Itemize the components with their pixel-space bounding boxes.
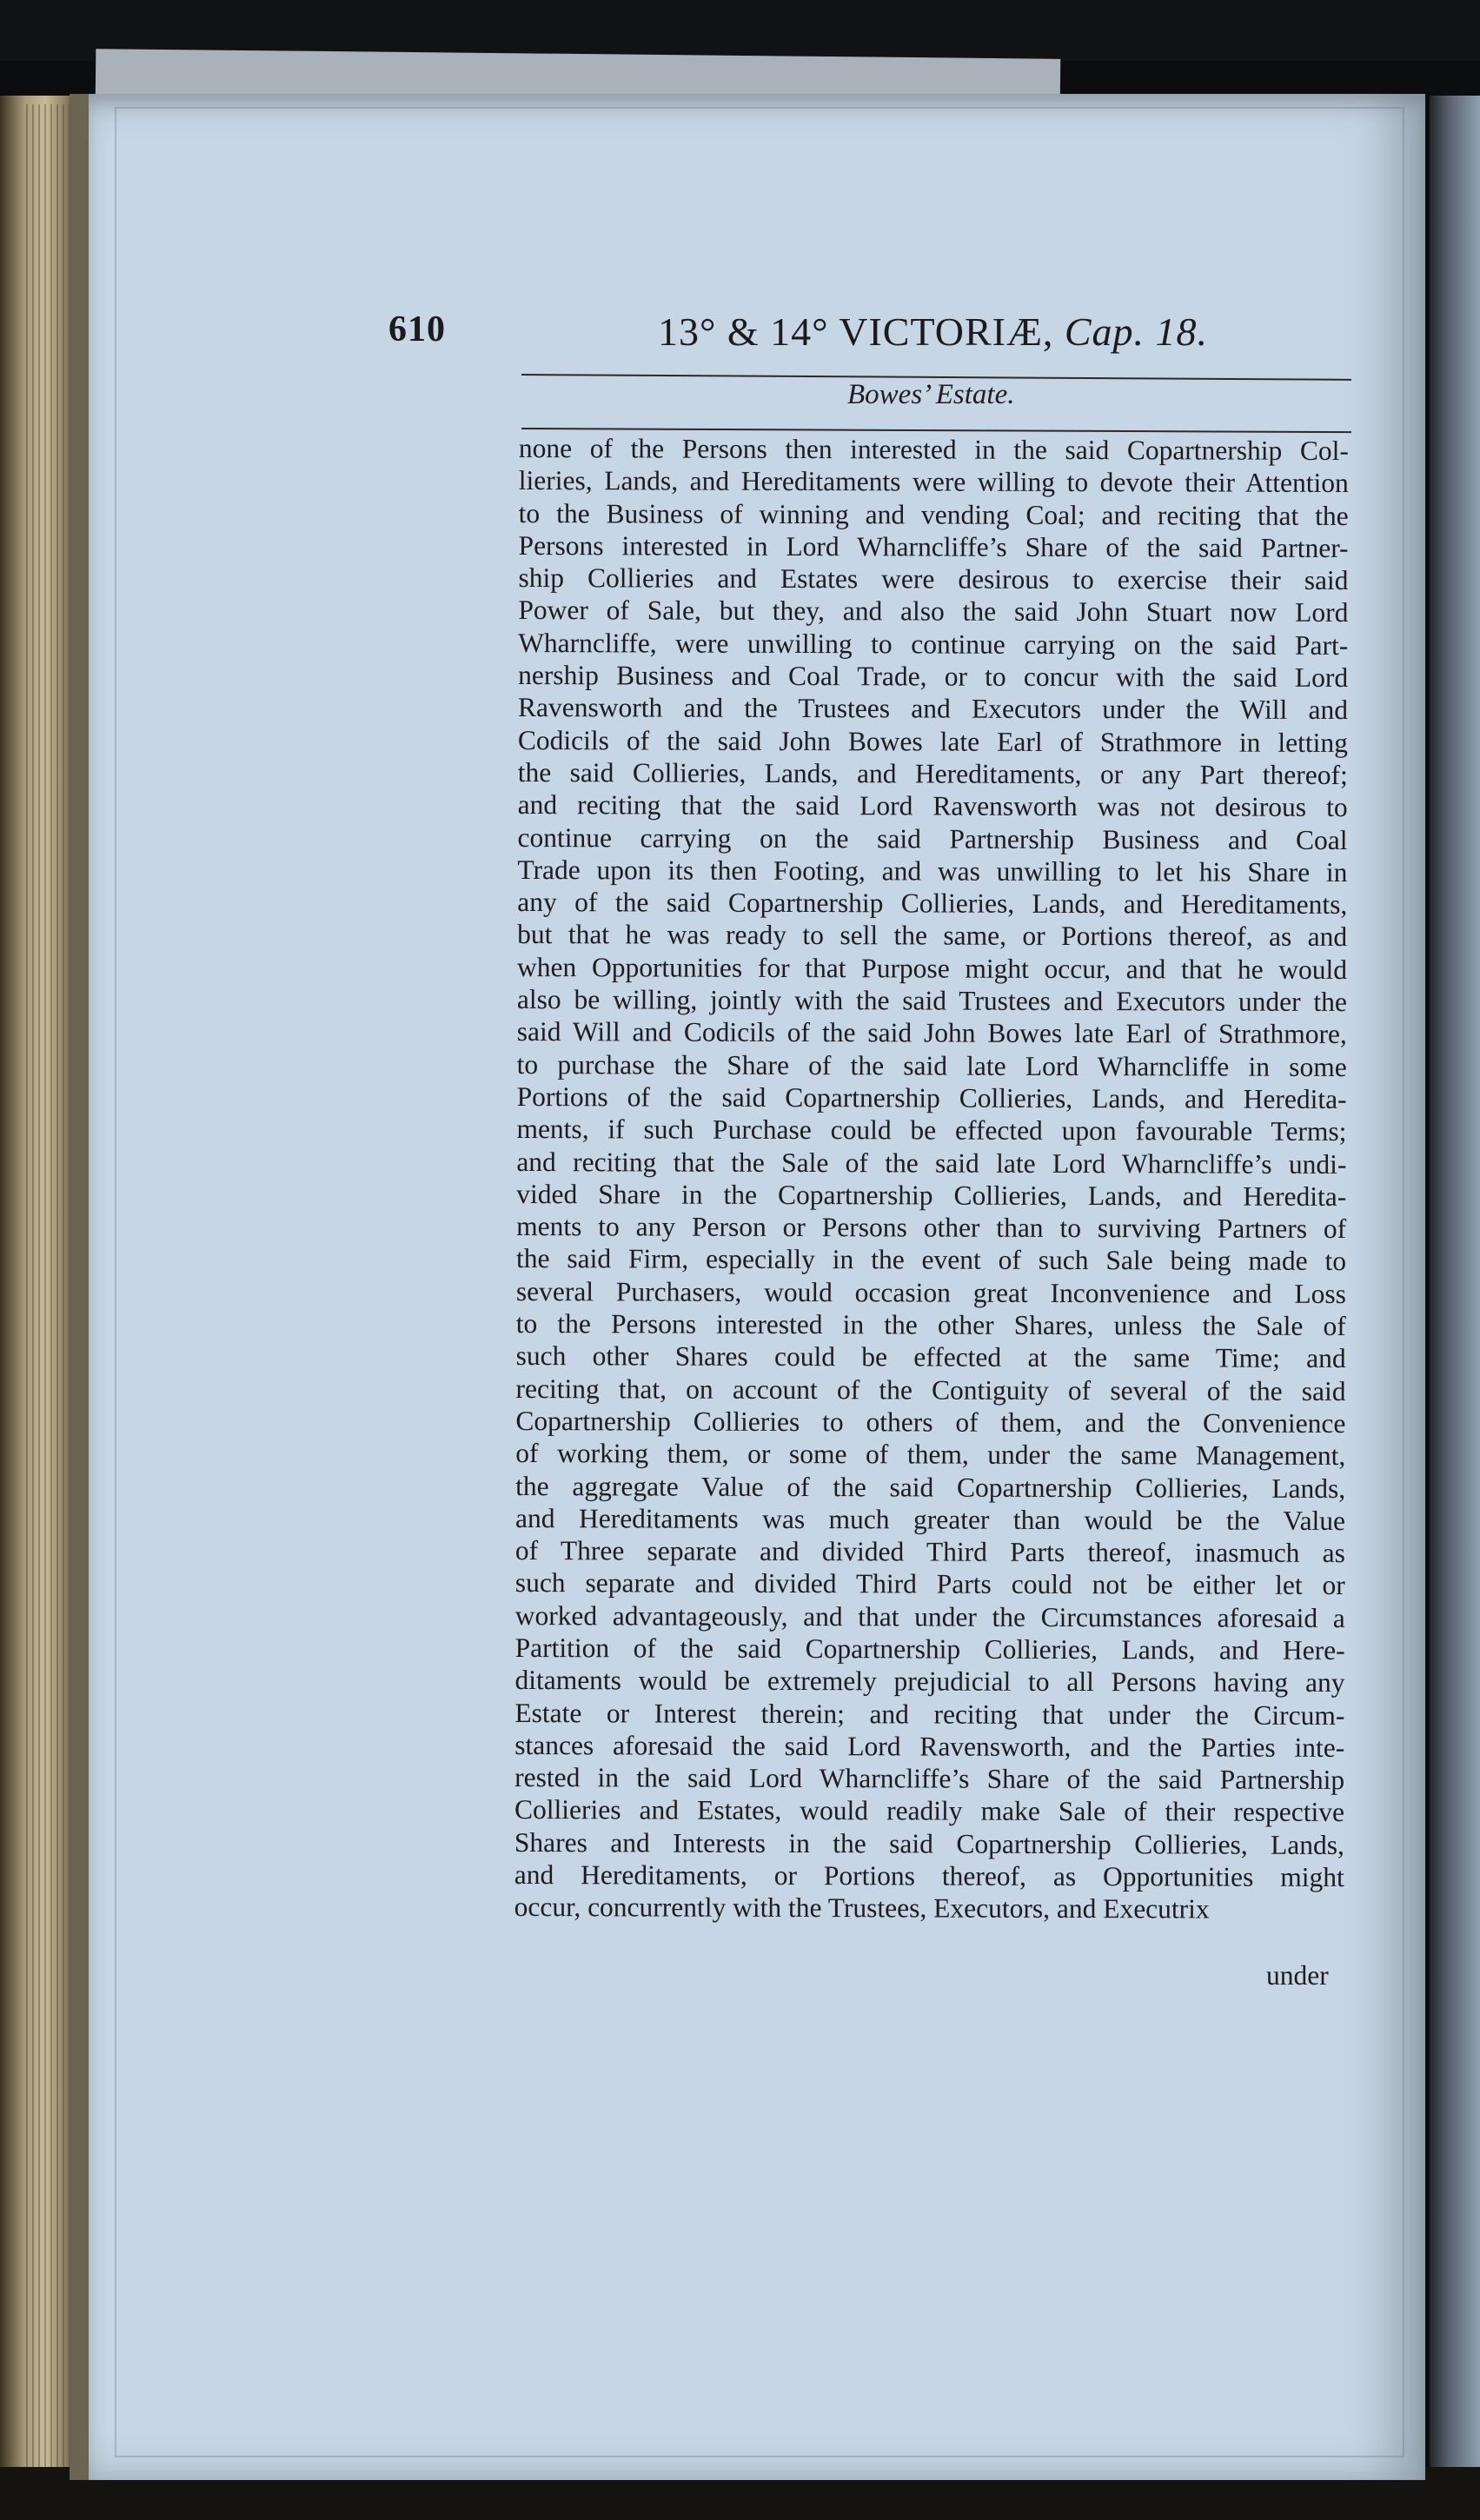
running-title [658, 309, 1214, 355]
text-line: of working them, or some of them, under the same Management, [515, 1438, 1346, 1472]
text-line: any of the said Copartnership Collieries, Lands, and Hereditaments, [517, 887, 1348, 921]
facing-page-edge-right [1430, 96, 1480, 2477]
text-line: ments, if such Purchase could be effected upon favourable Terms; [516, 1114, 1347, 1147]
text-line: reciting that, on account of the Contiguity of several of the said [515, 1373, 1346, 1406]
text-line: ditaments would be extremely prejudicial to all Persons having any [514, 1665, 1345, 1699]
text-line: and Hereditaments was much greater than would be the Value [515, 1502, 1346, 1536]
text-line: and reciting that the said Lord Ravensworth was not desirous to [517, 789, 1348, 823]
text-line: said Will and Codicils of the said John Bowes late Earl of Strathmore, [516, 1016, 1347, 1050]
regnal-years: 13° & 14° VICTORIÆ, [658, 309, 1054, 354]
text-line: also be willing, jointly with the said Trustees and Executors under the [516, 984, 1348, 1018]
text-line: rested in the said Lord Wharncliffe’s Share of the said Partnership [514, 1762, 1345, 1796]
text-line: to purchase the Share of the said late Lord Wharncliffe in some [516, 1048, 1347, 1082]
text-line: but that he was ready to sell the same, or Portions thereof, as and [517, 919, 1348, 953]
text-line: vided Share in the Copartnership Collieries, Lands, and Heredita- [516, 1178, 1347, 1212]
text-line: lieries, Lands, and Hereditaments were willing to devote their Attention [518, 465, 1349, 499]
text-line: nership Business and Coal Trade, or to concur with the said Lord [518, 660, 1349, 694]
text-line: Partition of the said Copartnership Collieries, Lands, and Here- [514, 1632, 1345, 1666]
body-text [514, 432, 1349, 1926]
text-line: Power of Sale, but they, and also the said John Stuart now Lord [518, 595, 1349, 628]
text-line: Ravensworth and the Trustees and Executors under the Will and [517, 692, 1349, 726]
section-heading: Bowes’ Estate. [847, 379, 1015, 410]
text-line: ments to any Person or Persons other than to surviving Partners of [516, 1211, 1347, 1245]
text-line: such separate and divided Third Parts could not be either let or [514, 1567, 1345, 1601]
text-line: worked advantageously, and that under the Circumstances aforesaid a [514, 1599, 1345, 1633]
text-line: several Purchasers, would occasion great Inconvenience and Loss [515, 1275, 1346, 1309]
text-line: to the Persons interested in the other Shares, unless the Sale of [515, 1308, 1346, 1342]
text-line: Shares and Interests in the said Copartnership Collieries, Lands, [514, 1826, 1344, 1860]
text-line: such other Shares could be effected at the same Time; and [515, 1340, 1346, 1374]
text-line: stances aforesaid the said Lord Ravensworth, and the Parties inte- [514, 1729, 1345, 1763]
catchword: under [1266, 1960, 1329, 1991]
chapter-label: Cap. 18. [1064, 309, 1209, 354]
text-line: Copartnership Collieries to others of them, and the Convenience [515, 1405, 1346, 1439]
text-line: the said Collieries, Lands, and Hereditaments, or any Part thereof; [517, 756, 1348, 790]
text-line: of Three separate and divided Third Parts thereof, inasmuch as [514, 1535, 1346, 1569]
text-line: continue carrying on the said Partnership Business and Coal [517, 821, 1348, 855]
text-line: occur, concurrently with the Trustees, Executors, and Executrix [514, 1892, 1210, 1925]
page-number: 610 [388, 309, 446, 349]
text-line: Persons interested in Lord Wharncliffe’s Share of the said Partner- [518, 529, 1349, 563]
text-line: the aggregate Value of the said Copartnership Collieries, Lands, [515, 1470, 1346, 1504]
text-line: Collieries and Estates, would readily make Sale of their respective [514, 1794, 1345, 1828]
text-line: none of the Persons then interested in the said Copartnership Col- [518, 433, 1349, 467]
text-line: ship Collieries and Estates were desirous to exercise their said [518, 562, 1349, 596]
text-line: Trade upon its then Footing, and was unwilling to let his Share in [517, 854, 1348, 888]
text-line: to the Business of winning and vending Coal; and reciting that the [518, 497, 1349, 531]
text-line: when Opportunities for that Purpose might occur, and that he would [517, 951, 1348, 985]
text-line: and reciting that the Sale of the said late Lord Wharncliffe’s undi- [516, 1146, 1347, 1180]
text-line: and Hereditaments, or Portions thereof, as Opportunities might [514, 1859, 1344, 1893]
text-line: Codicils of the said John Bowes late Earl of Strathmore in letting [517, 724, 1348, 758]
text-line: the said Firm, especially in the event of such Sale being made to [515, 1243, 1347, 1277]
text-line: Estate or Interest therein; and reciting that under the Circum- [514, 1697, 1345, 1731]
text-line: Portions of the said Copartnership Collieries, Lands, and Heredita- [516, 1080, 1347, 1114]
text-line: Wharncliffe, were unwilling to continue carrying on the said Part- [518, 627, 1349, 661]
